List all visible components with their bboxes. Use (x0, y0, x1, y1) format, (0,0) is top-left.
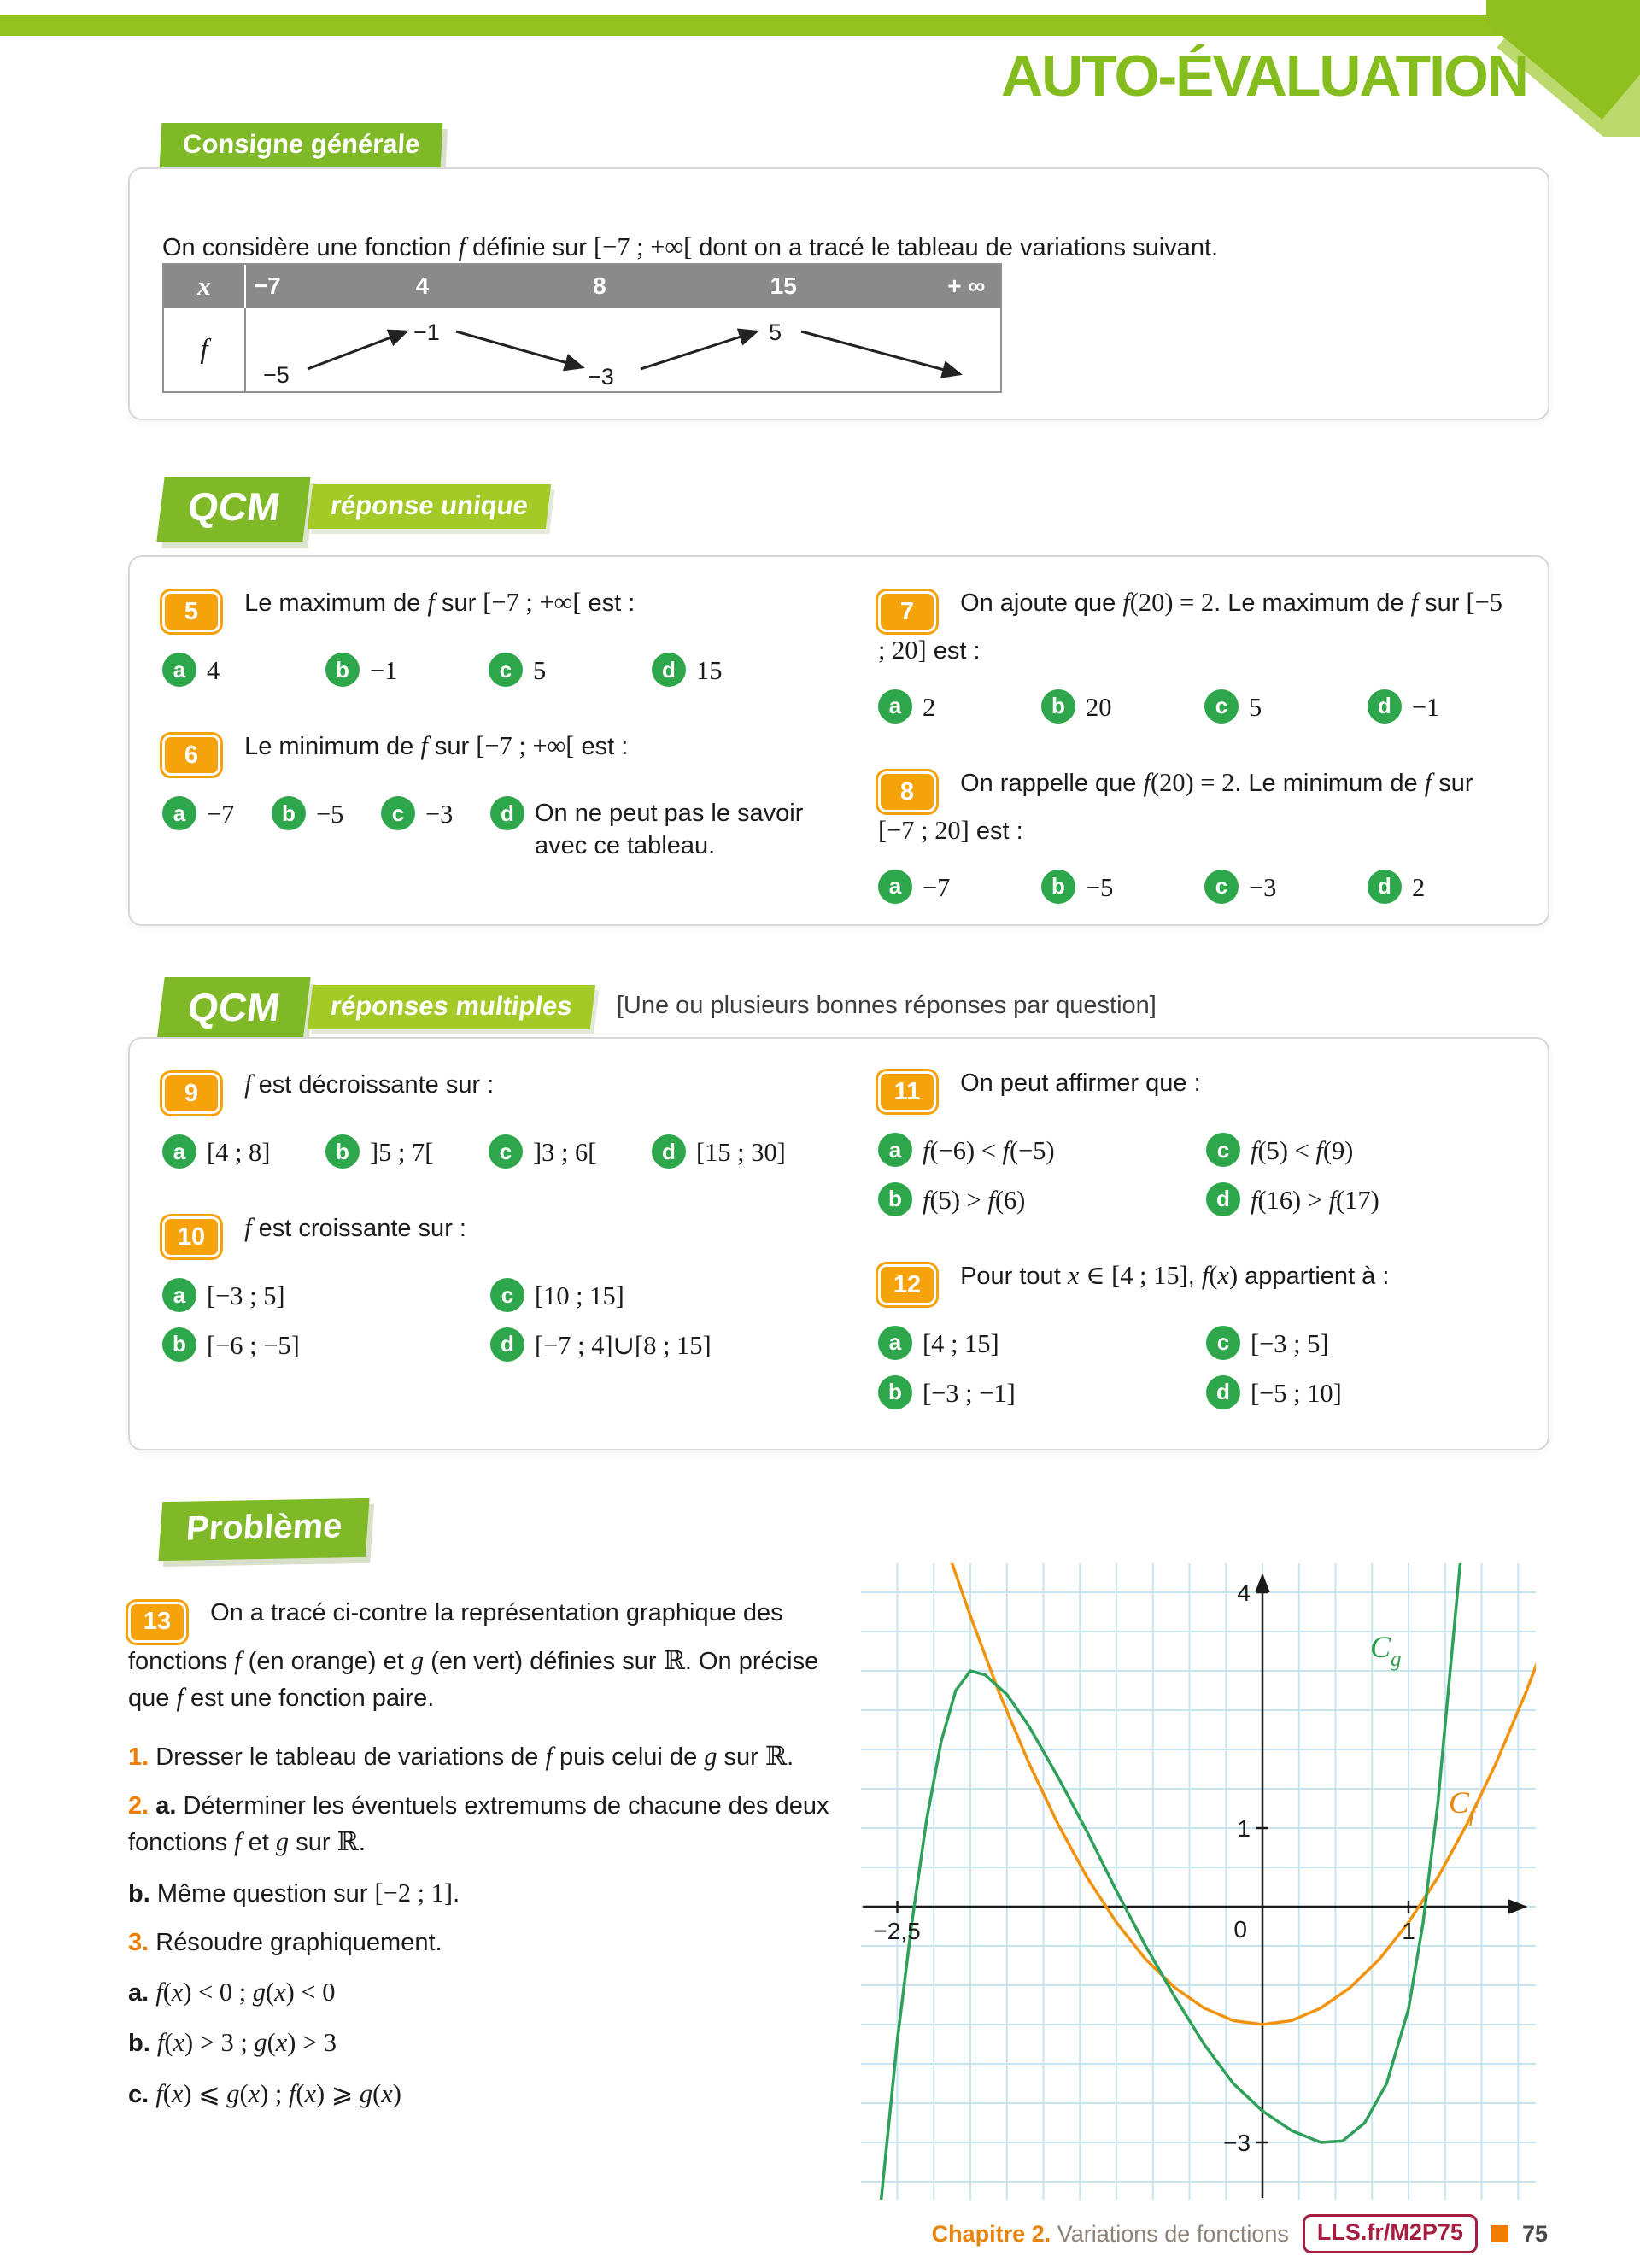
f-value-max: −1 (413, 319, 440, 345)
probleme-item-2b: b. Même question sur [−2 ; 1]. (128, 1878, 460, 1908)
answer-text: ]5 ; 7[ (370, 1138, 434, 1168)
answer-option (162, 1327, 490, 1363)
question-6 (162, 728, 846, 776)
answer-text: 15 (696, 656, 723, 686)
answer-option (1204, 870, 1368, 905)
probleme-item-1: 1. Dresser le tableau de variations de f puis celui de g sur ℝ. (128, 1742, 794, 1772)
arrow-up-1 (308, 331, 407, 369)
question-text: On peut affirmer que : (960, 1070, 1201, 1097)
question-11-answers (878, 1133, 1515, 1217)
question-9 (162, 1066, 846, 1114)
question-text: On rappelle que f(20) = 2. Le minimum de f sur [−7 ; 20] est : (878, 767, 1473, 845)
answer-letter: a (162, 653, 196, 687)
answer-letter: b (272, 796, 306, 830)
question-number-badge: 13 (128, 1602, 186, 1643)
answer-option (162, 1134, 325, 1170)
question-text: Pour tout x ∈ [4 ; 15], f(x) appartient à : (960, 1260, 1390, 1290)
y-label-minus3: −3 (1223, 2130, 1250, 2156)
question-10 (162, 1210, 846, 1257)
qcm-tag: QCM (156, 977, 311, 1042)
answer-letter: a (162, 796, 196, 830)
answer-letter: a (878, 870, 912, 904)
question-number-badge: 9 (162, 1073, 220, 1114)
answer-option (878, 689, 1041, 725)
x-value: 15 (770, 273, 797, 299)
answer-letter: b (325, 653, 360, 687)
f-value-max: 5 (769, 319, 782, 345)
consigne-box (128, 167, 1549, 420)
question-number-badge: 8 (878, 771, 936, 812)
answer-text: [−3 ; −1] (922, 1378, 1016, 1408)
answer-text: [−3 ; 5] (1250, 1328, 1329, 1358)
answer-letter: b (878, 1182, 912, 1216)
question-number-badge: 10 (162, 1216, 220, 1257)
question-number-badge: 6 (162, 735, 220, 776)
answer-option (325, 653, 489, 689)
answer-text: 5 (1249, 692, 1262, 722)
probleme-section (128, 1596, 851, 2126)
answer-text: 2 (1412, 872, 1426, 902)
question-text: Le minimum de f sur [−7 ; +∞[ est : (244, 730, 629, 760)
answer-option (652, 1134, 846, 1170)
chapter-title: Variations de fonctions (1057, 2220, 1289, 2247)
x-value: + ∞ (947, 273, 986, 299)
answer-letter: c (489, 1134, 523, 1169)
y-label-4: 4 (1237, 1579, 1250, 1606)
answer-letter: a (878, 1326, 912, 1360)
qcm-subtitle: réponses multiples (308, 985, 595, 1029)
qcm2-header (161, 977, 1157, 1042)
lls-reference-badge: LLS.fr/M2P75 (1303, 2214, 1478, 2253)
answer-option (1206, 1182, 1515, 1218)
f-value-min: −5 (263, 362, 290, 388)
answer-text: 20 (1086, 692, 1112, 722)
answer-option (1368, 689, 1515, 725)
answer-text: f(−6) < f(−5) (922, 1136, 1055, 1166)
answer-text: 5 (533, 656, 547, 686)
answer-option (325, 1134, 489, 1170)
table-f-cell (164, 308, 246, 391)
question-number-badge: 12 (878, 1264, 936, 1305)
answer-text: 4 (207, 656, 220, 686)
table-f-label: f (200, 333, 208, 365)
answer-letter: d (1206, 1375, 1240, 1409)
answer-option (162, 796, 272, 862)
table-x-cell (164, 265, 246, 308)
question-9-answers (162, 1134, 846, 1170)
answer-letter: d (1368, 870, 1402, 904)
x-label-1: 1 (1402, 1918, 1415, 1944)
qcm-note: [Une ou plusieurs bonnes réponses par question] (616, 992, 1157, 1019)
answer-option (878, 1182, 1206, 1218)
table-x-values (246, 265, 1000, 308)
answer-option (878, 870, 1041, 905)
answer-letter: a (162, 1278, 196, 1312)
question-text: f est croissante sur : (244, 1212, 466, 1242)
page-number: 75 (1521, 2220, 1548, 2247)
answer-option (878, 1375, 1206, 1411)
probleme-item-3: 3. Résoudre graphiquement. (128, 1928, 442, 1956)
question-text: On a tracé ci-contre la représentation graphique des fonctions f (en orange) et g (en vert) définies sur ℝ. On précise que f est une fonction paire. (128, 1599, 819, 1712)
question-text: f est décroissante sur : (244, 1070, 495, 1099)
answer-text: ]3 ; 6[ (533, 1138, 597, 1168)
answer-letter: b (162, 1327, 196, 1362)
question-number-badge: 5 (162, 591, 220, 632)
answer-letter: d (490, 1327, 524, 1362)
curve-g-label: $C_g$ (1370, 1630, 1402, 1671)
answer-letter: c (381, 796, 415, 830)
qcm2-box (128, 1037, 1549, 1450)
answer-letter: c (1204, 870, 1239, 904)
qcm-subtitle: réponse unique (308, 484, 551, 529)
consigne-tag: Consigne générale (160, 123, 443, 168)
variation-table (162, 263, 1002, 393)
answer-option (652, 653, 846, 689)
arrow-down-1 (456, 331, 583, 367)
answer-text: 2 (922, 692, 936, 722)
question-5 (162, 584, 846, 632)
probleme-item-2a: 2. a. Déterminer les éventuels extremums de chacune des deux fonctions f et g sur ℝ. (128, 1792, 829, 1857)
answer-letter: c (1204, 689, 1239, 724)
function-graph (861, 1563, 1536, 2200)
question-7 (878, 584, 1515, 669)
question-5-answers (162, 653, 846, 689)
answer-text: −1 (1412, 692, 1440, 722)
answer-option (162, 653, 325, 689)
variation-arrows (246, 308, 1000, 391)
answer-letter: b (325, 1134, 360, 1169)
x-value: 4 (415, 273, 430, 299)
question-12-answers (878, 1326, 1515, 1410)
question-11 (878, 1066, 1515, 1112)
answer-option (1041, 689, 1204, 725)
answer-option (162, 1278, 490, 1314)
question-10-answers (162, 1278, 846, 1363)
answer-text: [−7 ; 4]∪[8 ; 15] (535, 1330, 712, 1360)
answer-option (381, 796, 490, 862)
qcm1-box (128, 555, 1549, 926)
answer-text: −3 (425, 800, 454, 829)
question-7-answers (878, 689, 1515, 725)
qcm2-right-column (878, 1066, 1515, 1410)
answer-option (489, 1134, 652, 1170)
answer-letter: d (1206, 1182, 1240, 1216)
question-6-answers (162, 796, 846, 862)
question-13 (128, 1596, 851, 1716)
answer-letter: a (162, 1134, 196, 1169)
probleme-item-3a: a. f(x) < 0 ; g(x) < 0 (128, 1978, 336, 2007)
answer-letter: b (1041, 870, 1075, 904)
answer-option (1206, 1326, 1515, 1362)
x-value: −7 (253, 273, 281, 299)
answer-text: −7 (922, 872, 951, 902)
answer-letter: c (489, 653, 523, 687)
answer-letter: a (878, 689, 912, 724)
question-text: On ajoute que f(20) = 2. Le maximum de f sur [−5 ; 20] est : (878, 588, 1503, 665)
arrow-down-2 (801, 331, 960, 374)
variation-table-body (164, 308, 1000, 391)
top-green-bar (0, 15, 1520, 36)
answer-text: [4 ; 15] (922, 1328, 999, 1358)
answer-text: [10 ; 15] (535, 1281, 624, 1311)
answer-option (490, 1327, 846, 1363)
answer-text: f(5) > f(6) (922, 1185, 1026, 1215)
answer-letter: d (652, 1134, 686, 1169)
question-8-answers (878, 870, 1515, 905)
question-number-badge: 11 (878, 1071, 936, 1112)
table-x-label: x (197, 271, 211, 301)
qcm1-right-column (878, 584, 1515, 905)
question-number-badge: 7 (878, 591, 936, 632)
curve-f-label: $C_f$ (1449, 1785, 1475, 1826)
answer-letter: c (1206, 1133, 1240, 1167)
qcm-tag: QCM (156, 477, 311, 542)
answer-letter: d (652, 653, 686, 687)
answer-option (1368, 870, 1515, 905)
answer-text: [−5 ; 10] (1250, 1378, 1342, 1408)
question-8 (878, 765, 1515, 849)
answer-text: −5 (316, 800, 344, 829)
answer-option (489, 653, 652, 689)
page-footer (932, 2214, 1548, 2253)
f-value-min: −3 (588, 364, 614, 390)
answer-option (490, 796, 846, 862)
consigne-intro: On considère une fonction f définie sur [−7 ; +∞[ dont on a tracé le tableau de variations suivant. (162, 232, 1219, 261)
page-title: AUTO-ÉVALUATION (1001, 44, 1527, 108)
answer-text: On ne peut pas le savoir avec ce tableau. (535, 800, 804, 859)
answer-text: f(5) < f(9) (1250, 1136, 1354, 1166)
y-label-1: 1 (1237, 1815, 1250, 1842)
answer-option (1041, 870, 1204, 905)
answer-text: [−3 ; 5] (207, 1281, 285, 1311)
probleme-tag: Problème (158, 1498, 369, 1561)
answer-letter: d (490, 796, 524, 830)
probleme-item-3b: b. f(x) > 3 ; g(x) > 3 (128, 2028, 337, 2058)
x-label-minus2-5: −2,5 (873, 1918, 921, 1944)
page-number-square (1491, 2225, 1508, 2242)
answer-option (878, 1326, 1206, 1362)
arrow-up-2 (641, 331, 757, 369)
answer-option (878, 1133, 1206, 1169)
qcm1-left-column (162, 584, 846, 863)
answer-letter: b (1041, 689, 1075, 724)
answer-option (1206, 1375, 1515, 1411)
answer-text: [−6 ; −5] (207, 1330, 300, 1360)
answer-text: −5 (1086, 872, 1114, 902)
x-value: 8 (593, 273, 606, 299)
answer-option (272, 796, 381, 862)
question-12 (878, 1257, 1515, 1305)
question-text: Le maximum de f sur [−7 ; +∞[ est : (244, 588, 636, 617)
qcm2-left-column (162, 1066, 846, 1363)
probleme-item-3c: c. f(x) ⩽ g(x) ; f(x) ⩾ g(x) (128, 2078, 401, 2108)
chapter-label: Chapitre 2. (931, 2220, 1051, 2247)
answer-text: [15 ; 30] (696, 1138, 786, 1168)
answer-letter: d (1368, 689, 1402, 724)
variation-table-header (164, 265, 1000, 308)
answer-option (1206, 1133, 1515, 1169)
origin-label: 0 (1233, 1916, 1247, 1943)
answer-text: −7 (207, 800, 235, 829)
answer-text: −3 (1249, 872, 1277, 902)
answer-letter: c (490, 1278, 524, 1312)
answer-text: −1 (370, 656, 398, 686)
answer-letter: b (878, 1375, 912, 1409)
answer-text: f(16) > f(17) (1250, 1185, 1379, 1215)
qcm1-header (161, 477, 548, 542)
answer-text: [4 ; 8] (207, 1138, 271, 1168)
answer-option (490, 1278, 846, 1314)
answer-letter: a (878, 1133, 912, 1167)
answer-option (1204, 689, 1368, 725)
answer-letter: c (1206, 1326, 1240, 1360)
